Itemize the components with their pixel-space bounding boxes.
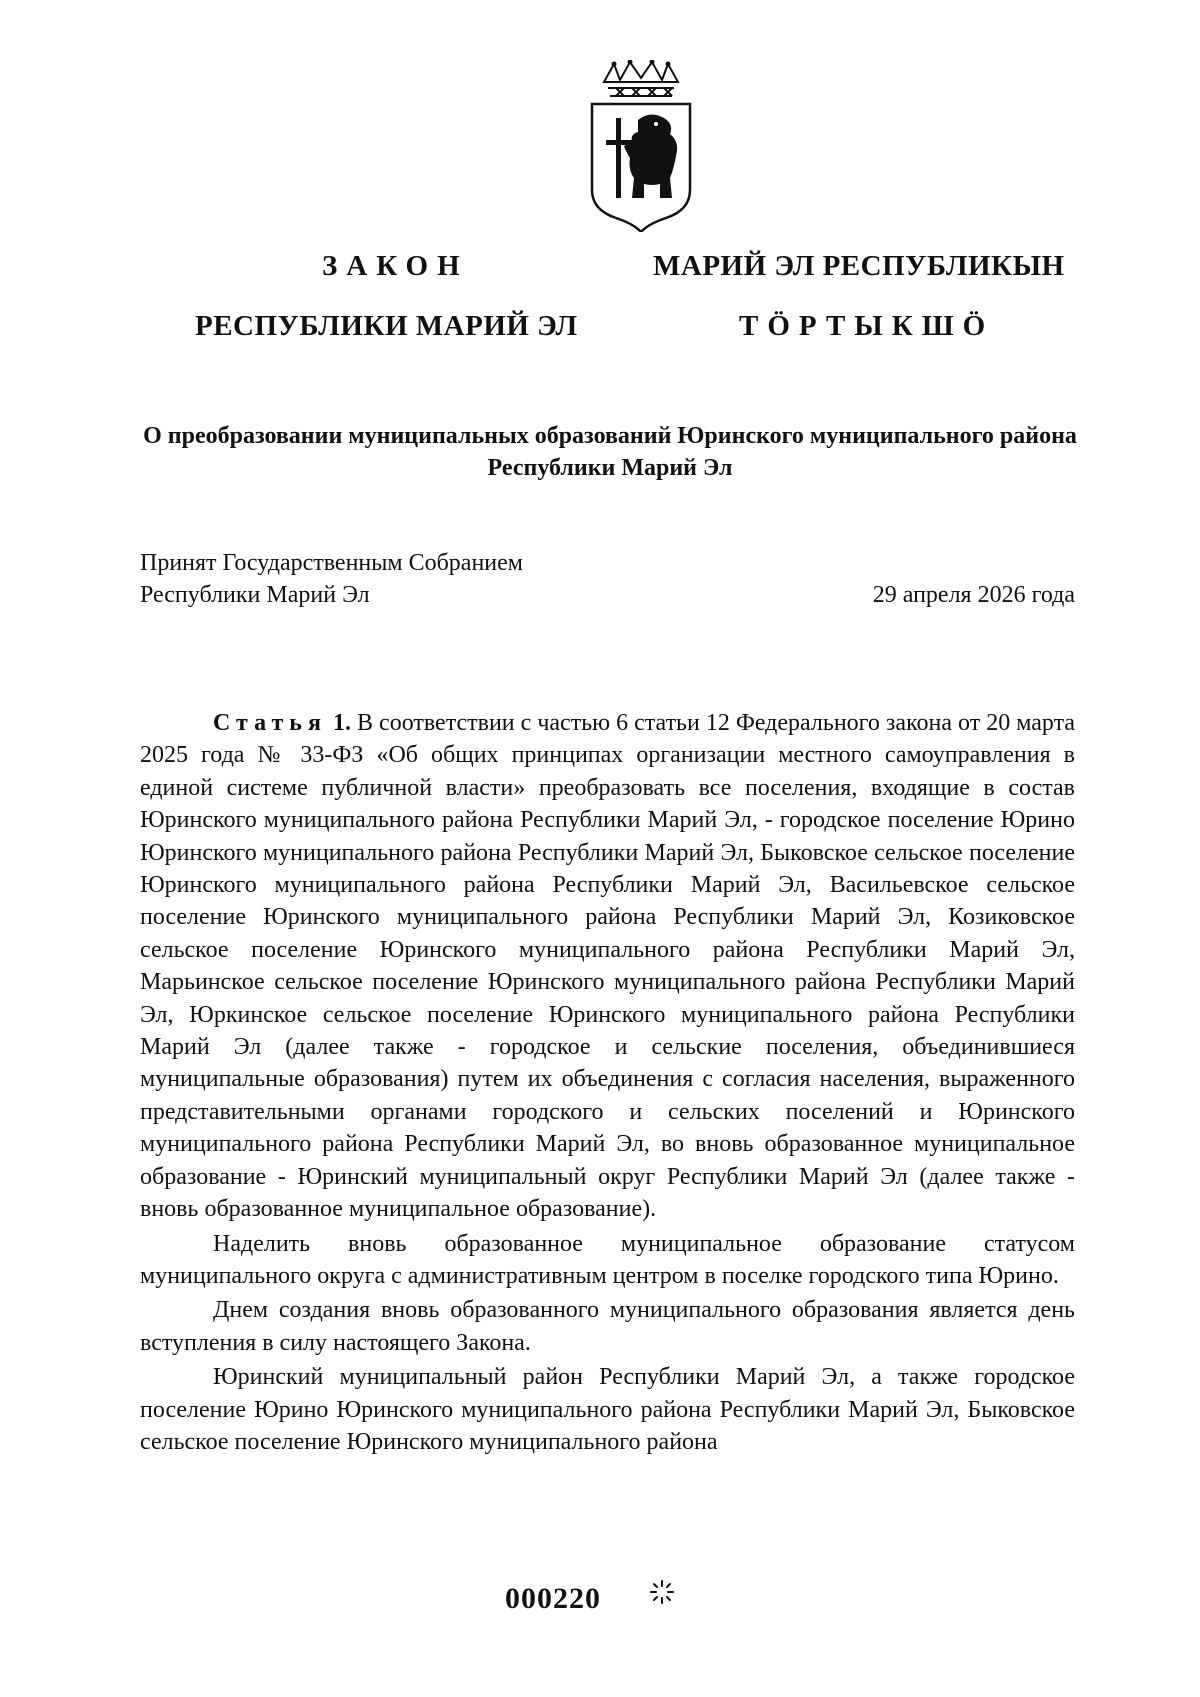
paragraph-text: В соответствии с частью 6 статьи 12 Федерального закона от 20 марта 2025 года № 33-ФЗ «Об общих принципах организации местного самоуправления в единой системе публичной власти» преобразовать все поселения, входящие в состав Юринского муниципального района Республики Марий Эл, - городское поселение Юрино Юринского муниципального района Республики Марий Эл, Быковское сельское поселение Юринского муниципального района Республики Марий Эл, Васильевское сельское поселение Юринского муниципального района Республики Марий Эл, Козиковское сельское поселение Юринского муниципального района Республики Марий Эл, Марьинское сельское поселение Юринского муниципального района Республики Марий Эл, Юркинское сельское поселение Юринского муниципального района Республики Марий Эл (далее также - городское и сельские поселения, объединившиеся муниципальные образования) путем их объединения с согласия населения, выраженного представительными органами городского и сельских поселений и Юринского муниципального района Республики Марий Эл, во вновь образованное муниципальное образование - Юринский муниципальный округ Республики Марий Эл (далее также - вновь образованное муниципальное образование). <box>140 710 1076 1223</box>
article-heading: Статья <box>213 710 327 736</box>
asterisk-seal-icon <box>648 1578 676 1606</box>
article-paragraph: Наделить вновь образованное муниципальное образование статусом муниципального округа с административным центром в поселке городского типа Юрино. <box>140 1230 1075 1289</box>
document-number: 000220 <box>505 1582 601 1615</box>
adoption-date: 29 апреля 2026 года <box>872 582 1075 608</box>
law-title-mari: ТӦРТЫКШӦ <box>739 310 995 342</box>
article-number: 1. <box>332 710 351 736</box>
article-paragraph: Юринский муниципальный район Республики Марий Эл, а также городское поселение Юрино Юринского муниципального района Республики Марий Эл, Быковское сельское поселение Юринского муниципального района <box>140 1364 1075 1455</box>
adoption-line-2: Республики Марий Эл <box>140 582 370 608</box>
coat-of-arms-icon <box>586 60 696 232</box>
article-paragraph: Днем создания вновь образованного муниципального образования является день вступления в силу настоящего Закона. <box>140 1297 1075 1356</box>
article-paragraph <box>140 707 1075 1226</box>
republic-name-mari: МАРИЙ ЭЛ РЕСПУБЛИКЫН <box>653 250 1065 282</box>
republic-name-ru: РЕСПУБЛИКИ МАРИЙ ЭЛ <box>195 310 578 342</box>
adoption-statement <box>140 547 523 611</box>
document-title: О преобразовании муниципальных образований Юринского муниципального района Республики Марий Эл <box>143 423 1077 481</box>
adoption-line-1: Принят Государственным Собранием <box>140 550 523 576</box>
law-title-ru: ЗАКОН <box>322 250 469 282</box>
article-body <box>140 707 1075 1458</box>
